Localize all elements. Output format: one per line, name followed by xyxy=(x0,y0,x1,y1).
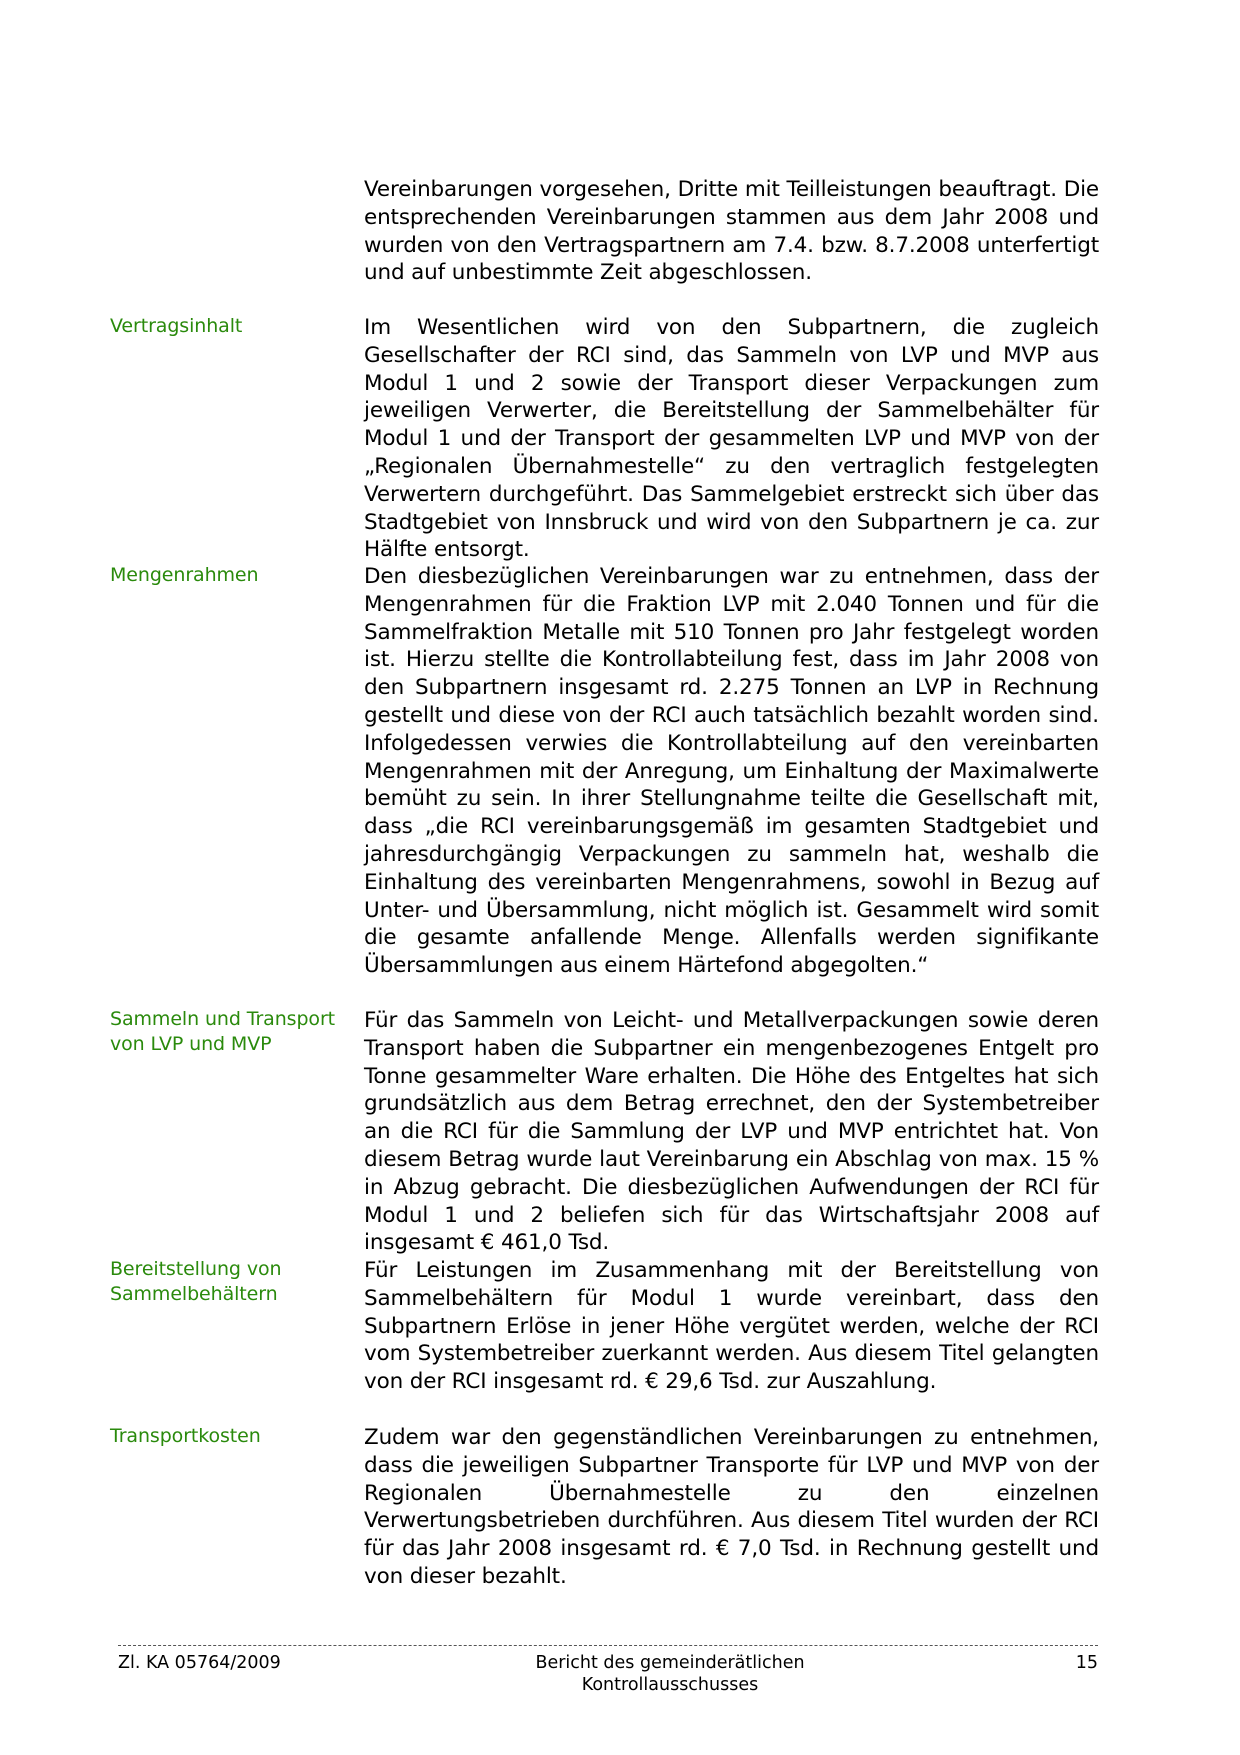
footer-reference: Zl. KA 05764/2009 xyxy=(118,1653,281,1673)
margin-label-bereitstellung: Bereitstellung von Sammelbehältern xyxy=(110,1258,282,1305)
paragraph-bereitstellung: Für Leistungen im Zusammenhang mit der Bereitstellung von Sammelbehältern für Modul 1 wurde vereinbart, dass den Subpartnern Erlöse in jener Höhe vergütet werden, welche der RCI vom Systembetreiber zuerkannt werden. Aus diesem Titel gelangten von der RCI insgesamt rd. € 29,6 Tsd. zur Auszahlung. xyxy=(364,1258,1099,1395)
footer-divider xyxy=(118,1645,1098,1646)
paragraph-intro: Vereinbarungen vorgesehen, Dritte mit Teilleistungen beauftragt. Die entsprechenden Vereinbarungen stammen aus dem Jahr 2008 und wurden von den Vertragspartnern am 7.4. bzw. 8.7.2008 unterfertigt und auf unbestimmte Zeit abgeschlossen. xyxy=(364,177,1099,286)
paragraph-mengenrahmen: Den diesbezüglichen Vereinbarungen war zu entnehmen, dass der Mengenrahmen für die Fraktion LVP mit 2.040 Tonnen und für die Sammelfraktion Metalle mit 510 Tonnen pro Jahr festgelegt worden ist. Hierzu stellte die Kontrollabteilung fest, dass im Jahr 2008 von den Subpartnern insgesamt rd. 2.275 Tonnen an LVP in Rechnung gestellt und diese von der RCI auch tatsächlich bezahlt worden sind. Infolgedessen verwies die Kontrollabteilung auf den vereinbarten Mengenrahmen mit der Anregung, um Einhaltung der Maximalwerte bemüht zu sein. In ihrer Stellungnahme teilte die Gesellschaft mit, dass „die RCI vereinbarungsgemäß im gesamten Stadtgebiet und jahresdurchgängig Verpackungen zu sammeln hat, weshalb die Einhaltung des vereinbarten Mengenrahmens, sowohl in Bezug auf Unter- und Übersammlung, nicht möglich ist. Gesammelt wird somit die gesamte anfallende Menge. Allenfalls werden signifikante Übersammlungen aus einem Härtefond abgegolten.“ xyxy=(364,564,1099,979)
paragraph-vertragsinhalt: Im Wesentlichen wird von den Subpartnern, die zugleich Gesellschafter der RCI sind, das Sammeln von LVP und MVP aus Modul 1 und 2 sowie der Transport dieser Verpackungen zum jeweiligen Verwerter, die Bereitstellung der Sammelbehälter für Modul 1 und der Transport der gesammelten LVP und MVP von der „Regionalen Übernahmestelle“ zu den vertraglich festgelegten Verwertern durchgeführt. Das Sammelgebiet erstreckt sich über das Stadtgebiet von Innsbruck und wird von den Subpartnern je ca. zur Hälfte entsorgt. xyxy=(364,315,1099,563)
footer-title: Bericht des gemeinderätlichen Kontrollausschusses xyxy=(535,1653,805,1695)
paragraph-sammeln-transport: Für das Sammeln von Leicht- und Metallverpackungen sowie deren Transport haben die Subpartner ein mengenbezogenes Entgelt pro Tonne gesammelter Ware erhalten. Die Höhe des Entgeltes hat sich grundsätzlich aus dem Betrag errechnet, den der Systembetreiber an die RCI für die Sammlung der LVP und MVP entrichtet hat. Von diesem Betrag wurde laut Vereinbarung ein Abschlag von max. 15 % in Abzug gebracht. Die diesbezüglichen Aufwendungen der RCI für Modul 1 und 2 beliefen sich für das Wirtschaftsjahr 2008 auf insgesamt € 461,0 Tsd. xyxy=(364,1008,1099,1256)
margin-label-sammeln-transport: Sammeln und Transport von LVP und MVP xyxy=(110,1008,336,1055)
page-number: 15 xyxy=(1075,1653,1098,1673)
margin-label-mengenrahmen: Mengenrahmen xyxy=(110,564,259,586)
margin-label-vertragsinhalt: Vertragsinhalt xyxy=(110,315,243,337)
paragraph-transportkosten: Zudem war den gegenständlichen Vereinbarungen zu entnehmen, dass die jeweiligen Subpartner Transporte für LVP und MVP von der Regionalen Übernahmestelle zu den einzelnen Verwertungsbetrieben durchführen. Aus diesem Titel wurden der RCI für das Jahr 2008 insgesamt rd. € 7,0 Tsd. in Rechnung gestellt und von dieser bezahlt. xyxy=(364,1425,1099,1589)
margin-label-transportkosten: Transportkosten xyxy=(110,1425,261,1447)
